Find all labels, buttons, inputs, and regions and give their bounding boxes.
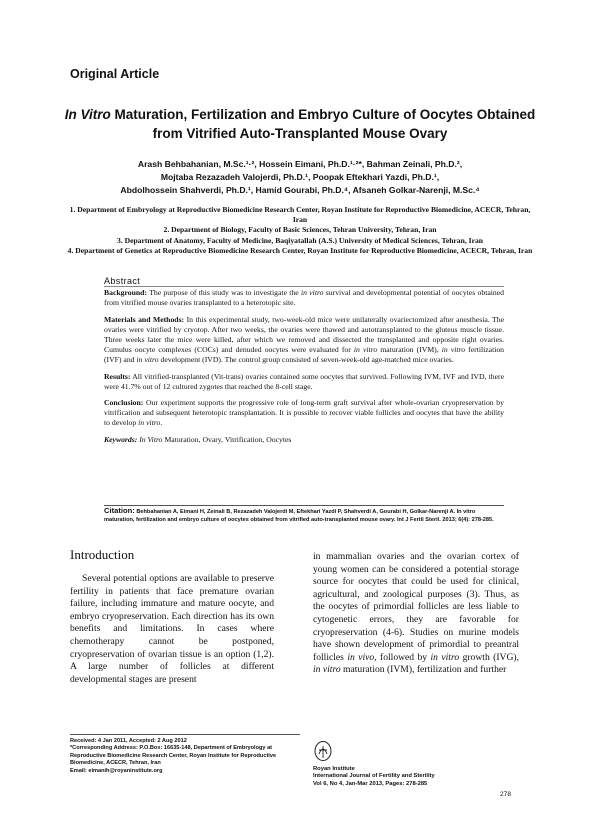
page-number: 278: [500, 791, 512, 798]
text: The purpose of this study was to investigate the: [147, 288, 301, 298]
text: fertilization (IVF) and: [104, 345, 505, 365]
citation-divider: [104, 505, 504, 506]
article-type: Original Article: [70, 67, 160, 81]
citation-label: Citation:: [104, 506, 135, 515]
royan-logo-icon: [313, 740, 333, 764]
abstract-methods: [104, 315, 504, 366]
journal-info: [313, 766, 523, 788]
publisher: Royan Institute: [313, 766, 355, 772]
text: in mammalian ovaries and the ovarian cortex of young women can be considered a potential storage source for oocytes that could be used for clinical, agricultural, and zoological purposes (3). Thus, as the oocytes of primordial follicles are less liable to cytogenetic errors, they are favorable for cryopreservation (4-6). Studies on murine models have shown development of primordial to preantral follicles: [313, 551, 519, 663]
body-column-right: [313, 551, 519, 677]
italic: in vivo: [347, 651, 375, 663]
abstract-conclusion: [104, 398, 504, 429]
footer-divider: [70, 734, 300, 735]
italic: in vitro: [300, 288, 324, 298]
italic: In Vitro: [139, 434, 163, 444]
text: survival and developmental potential of oocytes obtained from vitrified mouse ovaries transplanted to a heterotopic site.: [104, 288, 504, 308]
text: In this experimental study, two-week-old mice were unilaterally ovariectomized after anesthesia. The ovaries were vitrified by cryotop. After two weeks, the ovaries were thawed and autotransplanted to the gluteus muscle tissue. Three weeks later the mice were killed, after which we removed and dissected the transplanted and opposite right ovaries. Cumulus oocyte complexes (COCs) and denuded oocytes were evaluated for: [104, 314, 504, 355]
email: Email: eimanih@royaninstitute.org: [70, 767, 163, 774]
italic: in vitro: [313, 664, 341, 676]
affiliation: 2. Department of Biology, Faculty of Basic Sciences, Tehran University, Tehran, Iran: [163, 225, 437, 235]
title-italic: In Vitro: [64, 107, 111, 122]
text: development (IVD). The control group consisted of seven-week-old age-matched mice ovaries.: [158, 355, 454, 365]
text: .: [160, 418, 163, 428]
conclusion-label: Conclusion:: [104, 398, 144, 408]
text: maturation (IVM),: [377, 345, 442, 355]
abstract: [104, 276, 504, 451]
text: All vitrified-transplanted (Vit-trans) ovaries contained some oocytes that survived. Following IVM, IVF and IVD, there were 41.7% out of 12 cultured zygotes that reached the 8-cell stage.: [104, 371, 504, 391]
text: Maturation, Ovary, Vitrification, Oocytes: [162, 434, 292, 444]
article-title: [60, 105, 540, 143]
section-heading: Introduction: [70, 547, 135, 562]
keywords-label: [104, 435, 137, 444]
text: maturation (IVM), fertilization and further: [340, 664, 507, 676]
affiliations: [62, 205, 538, 256]
abstract-background: [104, 288, 504, 308]
italic: in vitro: [353, 345, 378, 355]
italic: in vitro: [138, 418, 161, 428]
footer-correspondence: [70, 738, 300, 775]
author-line: Mojtaba Rezazadeh Valojerdi, Ph.D.¹, Poopak Eftekhari Yazdi, Ph.D.¹,: [160, 172, 440, 182]
citation-text: Behbahanian A, Eimani H, Zeinali B, Rezazadeh Valojerdi M, Eftekhari Yazdi P, Shahverdi A, Gourabi H, Golkar-Narenji A. In vitro maturation, fertilization and embryo culture of oocytes obtained from vitrified auto-transplanted mouse ovary. Int J Fertil Steril. 2013; 6(4): 278-285.: [104, 509, 494, 523]
journal-name: International Journal of Fertility and Sterility: [313, 773, 435, 780]
body-column-left: Several potential options are available to preserve fertility in patients that face premature ovarian failure, including immature and mature oocyte, and embryo cryopreservation. Each direction has its own benefits and limitations. In cases where chemotherapy cannot be postponed, cryopreservation of ovarian tissue is an option (1,2). A large number of follicles at different developmental stages are present: [70, 573, 274, 685]
background-label: Background:: [104, 288, 148, 298]
italic: in vitro: [430, 651, 460, 663]
corresponding-address: *Corresponding Address: P.O.Box: 16635-148, Department of Embryology at Reproductive Biomedicine Research Center, Royan Institute for Reproductive Biomedicine, ACECR, Tehran, Iran: [70, 745, 277, 767]
text: growth (IVG),: [459, 651, 519, 663]
author-line: Arash Behbahanian, M.Sc.¹·², Hossein Eimani, Ph.D.¹·²*, Bahman Zeinali, Ph.D.²,: [137, 159, 463, 169]
keywords: [104, 435, 504, 445]
results-label: Results:: [104, 371, 131, 381]
affiliation: 1. Department of Embryology at Reproductive Biomedicine Research Center, Royan Institute for Reproductive Biomedicine, ACECR, Tehran, Iran: [69, 205, 531, 225]
italic: Keywords:: [104, 434, 138, 444]
affiliation: 4. Department of Genetics at Reproductive Biomedicine Research Center, Royan Institute for Reproductive Biomedicine, ACECR, Tehran, Iran: [67, 245, 533, 255]
italic: in vitro: [441, 345, 466, 355]
citation: [104, 507, 504, 525]
title-text: Maturation, Fertilization and Embryo Culture of Oocytes Obtained from Vitrified Auto-Transplanted Mouse Ovary: [110, 107, 536, 141]
journal-volume: Vol 6, No 4, Jan-Mar 2013, Pages: 278-285: [313, 780, 428, 787]
author-list: [70, 158, 530, 197]
received-dates: Received: 4 Jan 2011, Accepted: 2 Aug 2012: [70, 738, 187, 744]
abstract-results: [104, 372, 504, 392]
italic: in vitro: [136, 355, 159, 365]
author-line: Abdolhossein Shahverdi, Ph.D.¹, Hamid Gourabi, Ph.D.⁴, Afsaneh Golkar-Narenji, M.Sc.⁴: [120, 185, 480, 195]
text: , followed by: [374, 651, 431, 663]
affiliation: 3. Department of Anatomy, Faculty of Medicine, Baqiyatallah (A.S.) University of Medical Sciences, Tehran, Iran: [117, 235, 483, 245]
abstract-heading: Abstract: [104, 276, 504, 287]
methods-label: Materials and Methods:: [104, 314, 185, 324]
text: Our experiment supports the progressive role of long-term graft survival after whole-ovarian cryopreservation by vitrification and subsequent heterotopic transplantation. It is possible to recover viable follicles and oocytes that have the ability to develop: [104, 398, 504, 428]
